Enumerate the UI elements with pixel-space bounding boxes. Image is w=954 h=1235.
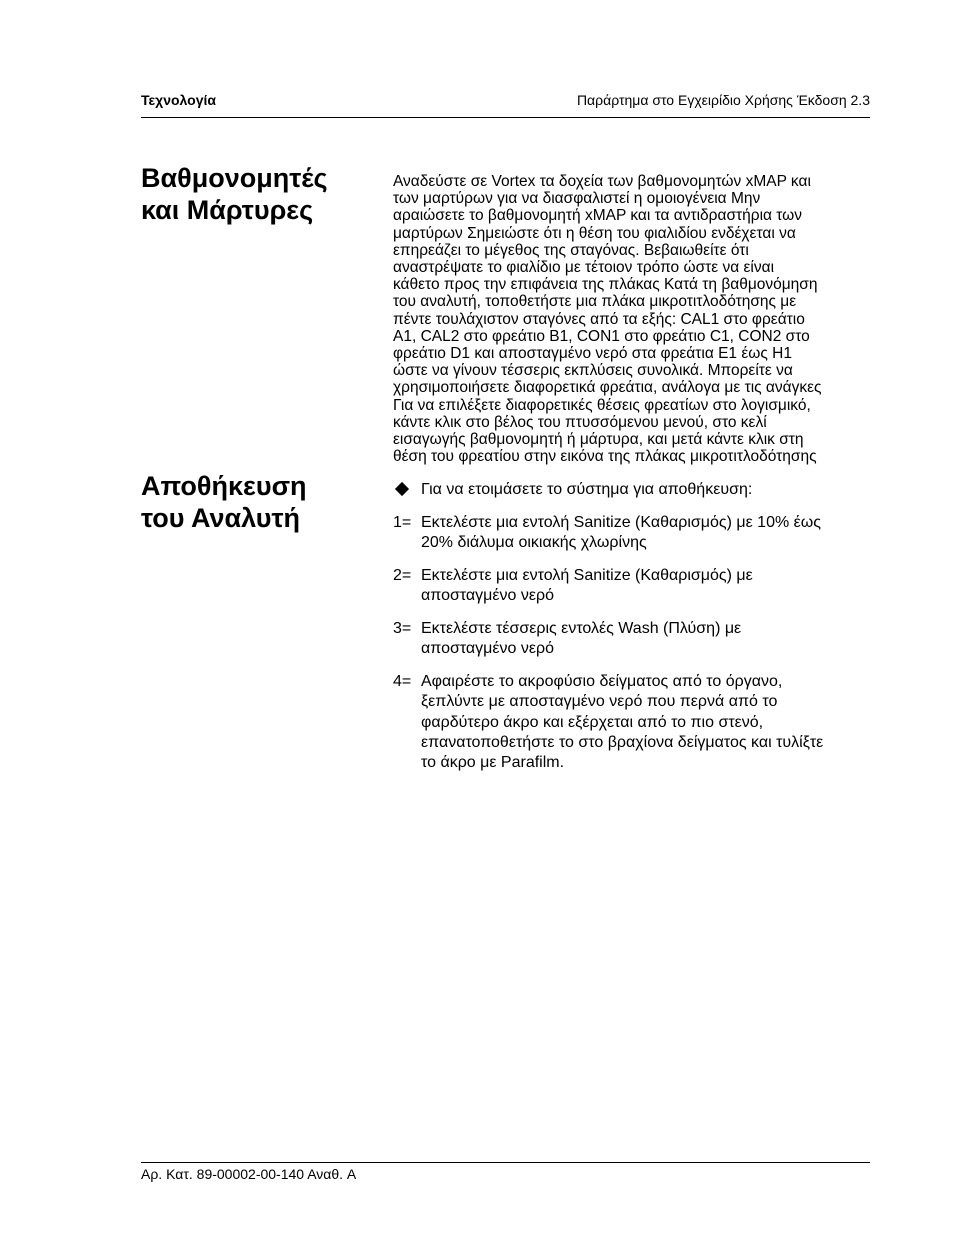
step-text bbox=[421, 619, 873, 660]
paragraph-line: Αναδεύστε σε Vortex τα δοχεία των βαθμονομητών xMAP και bbox=[393, 173, 811, 190]
storage-intro-bullet bbox=[393, 481, 873, 501]
calibrators-paragraph bbox=[393, 173, 873, 465]
step-text bbox=[421, 672, 873, 773]
diamond-bullet-icon bbox=[395, 482, 409, 496]
paragraph-line: ώστε να γίνουν τέσσερις εκπλύσεις συνολικά. Μπορείτε να bbox=[393, 362, 793, 380]
step-line: επανατοποθετήστε το στο βραχίονα δείγματος και τυλίξτε bbox=[421, 733, 824, 751]
paragraph-line: επηρεάζει το μέγεθος της σταγόνας. Βεβαιωθείτε ότι bbox=[393, 241, 749, 259]
paragraph-line: θέση του φρεατίου στην εικόνα της πλάκας μικροτιτλοδότησης bbox=[393, 448, 817, 466]
header-section-title: Τεχνολογία bbox=[141, 92, 217, 108]
step-line: φαρδύτερο άκρο και εξέρχεται από το πιο στενό, bbox=[421, 713, 764, 731]
step-number: 1= bbox=[393, 514, 412, 531]
step-line: αποσταγμένο νερό bbox=[421, 587, 555, 605]
step-line: αποσταγμένο νερό bbox=[421, 640, 555, 658]
paragraph-line: Για να επιλέξετε διαφορετικές θέσεις φρεατίων στο λογισμικό, bbox=[393, 396, 811, 414]
step-line: το άκρο με Parafilm. bbox=[421, 754, 565, 772]
heading-line: Βαθμονομητές bbox=[141, 163, 328, 193]
paragraph-line: των μαρτύρων για να διασφαλιστεί η ομοιογένεια Μην bbox=[393, 190, 761, 208]
paragraph-line: φρεάτιο D1 και αποσταγμένο νερό στα φρεάτια E1 έως H1 bbox=[393, 345, 792, 363]
footer-divider bbox=[141, 1162, 870, 1163]
page-header bbox=[141, 92, 870, 112]
header-divider bbox=[141, 117, 870, 118]
paragraph-line: κάντε κλικ στο βέλος του πτυσσόμενου μενού, στο κελί bbox=[393, 413, 767, 431]
heading-line: του Αναλυτή bbox=[141, 503, 300, 533]
paragraph-line: μαρτύρων Σημειώστε ότι η θέση του φιαλιδίου ενδέχεται να bbox=[393, 224, 796, 242]
section-heading-analyzer-storage bbox=[141, 470, 371, 534]
heading-line: Αποθήκευση bbox=[141, 471, 307, 501]
page-footer: Αρ. Κατ. 89-00002-00-140 Αναθ. A bbox=[141, 1166, 357, 1182]
step-line: Εκτελέστε μια εντολή Sanitize (Καθαρισμός) με bbox=[421, 567, 753, 584]
step-text bbox=[421, 566, 873, 607]
bullet-text: Για να ετοιμάσετε το σύστημα για αποθήκευση: bbox=[421, 481, 753, 498]
section-heading-calibrators bbox=[141, 162, 371, 226]
step-line: Εκτελέστε μια εντολή Sanitize (Καθαρισμός) με 10% έως bbox=[421, 514, 821, 531]
step-line: Εκτελέστε τέσσερις εντολές Wash (Πλύση) με bbox=[421, 620, 742, 637]
step-number: 2= bbox=[393, 567, 412, 584]
paragraph-line: του αναλυτή, τοποθετήστε μια πλάκα μικροτιτλοδότησης με bbox=[393, 293, 797, 311]
step-number: 4= bbox=[393, 673, 412, 690]
paragraph-line: κάθετο προς την επιφάνεια της πλάκας Κατά τη βαθμονόμηση bbox=[393, 276, 818, 294]
step-line: ξεπλύντε με αποσταγμένο νερό που περνά από το bbox=[421, 693, 778, 711]
paragraph-line: εισαγωγής βαθμονομητή ή μάρτυρα, και μετά κάντε κλικ στη bbox=[393, 431, 804, 449]
paragraph-line: αναστρέψατε το φιαλίδιο με τέτοιον τρόπο ώστε να είναι bbox=[393, 259, 775, 277]
header-document-title: Παράρτημα στο Εγχειρίδιο Χρήσης Έκδοση 2.3 bbox=[576, 92, 870, 108]
step-line: 20% διάλυμα οικιακής χλωρίνης bbox=[421, 534, 647, 552]
paragraph-line: A1, CAL2 στο φρεάτιο B1, CON1 στο φρεάτιο C1, CON2 στο bbox=[393, 327, 810, 345]
step-line: Αφαιρέστε το ακροφύσιο δείγματος από το όργανο, bbox=[421, 673, 783, 690]
heading-line: και Μάρτυρες bbox=[141, 195, 314, 225]
paragraph-line: χρησιμοποιήσετε διαφορετικά φρεάτια, ανάλογα με τις ανάγκες bbox=[393, 379, 822, 397]
step-number: 3= bbox=[393, 620, 412, 637]
step-text bbox=[421, 513, 873, 554]
paragraph-line: πέντε τουλάχιστον σταγόνες από τα εξής: CAL1 στο φρεάτιο bbox=[393, 310, 805, 328]
paragraph-line: αραιώσετε το βαθμονομητή xMAP και τα αντιδραστήρια των bbox=[393, 207, 803, 225]
